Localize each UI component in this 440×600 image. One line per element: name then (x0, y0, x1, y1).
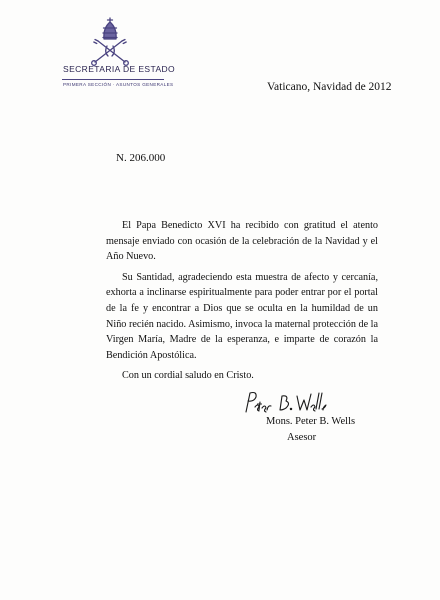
dateline: Vaticano, Navidad de 2012 (267, 81, 392, 93)
department-name: SECRETARIA DE ESTADO (63, 64, 176, 74)
papal-keys-tiara-icon (86, 16, 134, 66)
letterhead-divider (62, 79, 164, 80)
body-paragraph: El Papa Benedicto XVI ha recibido con gratitud el atento mensaje enviado con ocasión de la celebración de la Navidad y el Año Nuevo. (106, 220, 378, 263)
signer-name: Mons. Peter B. Wells (266, 416, 356, 427)
signer-title: Asesor (287, 432, 317, 443)
section-name: PRIMERA SECCIÓN · ASUNTOS GENERALES (63, 82, 174, 87)
body-paragraph: Su Santidad, agradeciendo esta muestra de afecto y cercanía, exhorta a inclinarse espiritualmente para poder entrar por el portal de la fe y encontrar a Dios que se oculta en la humildad de un Niño recién nacido. Asimismo, invoca la maternal protección de la Virgen María, Madre de la esperanza, e imparte de corazón la Bendición Apostólica. (106, 271, 378, 361)
handwritten-signature (240, 388, 330, 416)
closing-line: Con un cordial saludo en Cristo. (122, 370, 254, 382)
reference-number: N. 206.000 (116, 152, 166, 164)
letter-body (106, 218, 378, 389)
